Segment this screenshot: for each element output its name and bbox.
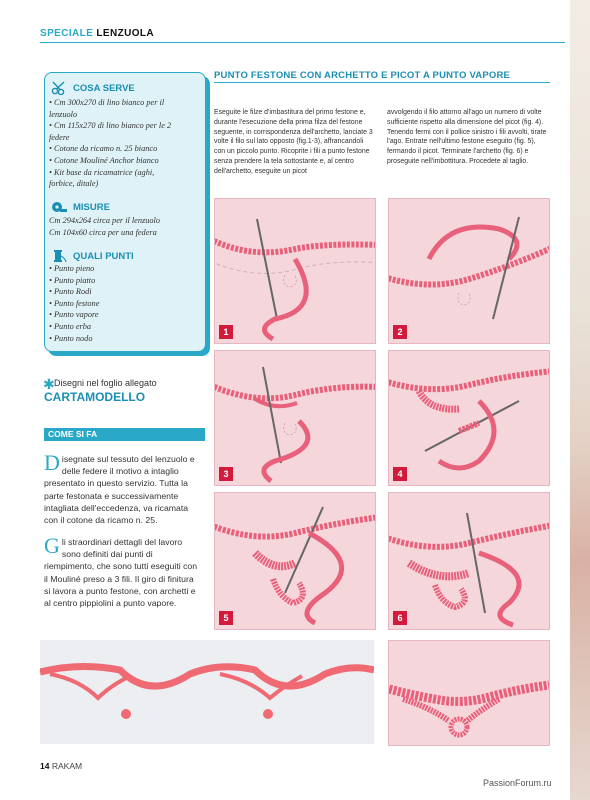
stitch-diagram-2 <box>389 199 549 343</box>
paragraph-text: li straordinari dettagli del lavoro sono definiti dai punti di riempimento, che sono tutti eseguiti con il Mouliné preso a 3 fili. Il giro di finitura si lavora a punto festone, con archetti e al centro pippiolini a punto vapore. <box>44 537 198 609</box>
materials-box <box>44 72 206 352</box>
list-item: forbice, ditale) <box>49 179 99 189</box>
intro-paragraph-2 <box>44 533 200 609</box>
figure-number: 3 <box>219 467 233 481</box>
instructions-left: Eseguite le filze d'imbastitura del primo festone e, durante l'esecuzione della prima filza del festone seguente, in corrispondenza dell'archetto, lanciate 3 volte il filo sul lato opposto (fig.1-3), affrancandoli con un piccolo punto. Ricoprite i fili a punto festone senza prendere la tela sottostante e, al centro dell'archetto, eseguite un picot <box>214 109 373 175</box>
list-item: • Punto pieno <box>49 264 95 273</box>
stitch-diagram-4 <box>389 351 549 485</box>
list-item: • Cotone Mouliné Anchor bianco <box>49 155 159 165</box>
drop-cap: D <box>44 450 60 475</box>
page-footer <box>40 761 82 771</box>
topic-label: LENZUOLA <box>96 28 155 39</box>
misure-title: MISURE <box>73 201 110 213</box>
list-item: Cm 294x264 circa per il lenzuolo <box>49 216 160 225</box>
figure-number: 4 <box>393 467 407 481</box>
list-item: • Punto nodo <box>49 333 93 343</box>
list-item: • Cotone da ricamo n. 25 bianco <box>49 144 158 154</box>
stitch-diagram-5 <box>215 493 375 629</box>
page-number: 14 <box>40 761 50 771</box>
scissors-icon <box>51 81 67 95</box>
header-rule <box>40 42 565 43</box>
stitch-diagram-1 <box>215 199 375 343</box>
list-item: federe <box>49 132 70 142</box>
finished-detail-diagram <box>388 640 550 746</box>
figure-1 <box>214 198 376 344</box>
list-item: • Cm 115x270 di lino bianco per le 2 <box>49 121 172 131</box>
figure-3 <box>214 350 376 486</box>
list-item: • Cm 300x270 di lino bianco per il <box>49 98 165 107</box>
misure-list <box>49 215 201 238</box>
quali-punti-heading <box>51 249 134 263</box>
asterisk-icon: ✱ <box>43 376 55 392</box>
intro-paragraph-1 <box>44 450 200 526</box>
cosa-serve-list <box>49 97 201 190</box>
figure-4 <box>388 350 550 486</box>
magazine-name: RAKAM <box>51 761 83 771</box>
page-header <box>40 28 154 39</box>
quali-punti-title: QUALI PUNTI <box>73 250 134 262</box>
list-item: • Punto Rodi <box>49 287 92 297</box>
list-item: • Kit base da ricamatrice (aghi, <box>49 167 155 177</box>
stitch-diagram-3 <box>215 351 375 485</box>
pattern-title: CARTAMODELLO <box>44 390 146 404</box>
scallop-edge-photo <box>40 640 374 744</box>
section-label: SPECIALE <box>40 28 94 39</box>
instructions-right: avvolgendo il filo attorno all'ago un numero di volte sufficiente rispetto alla dimensione del picot (fig. 4). Tenendo fermi con il pollice sinistro i fili avvolti, tirate l'ago. Entrate nell'ultimo festone eseguito (fig. 5), fermando il picot. Terminate l'archetto (fig. 6) e proseguite nell'imbottitura. Procedete al taglio. <box>387 109 547 165</box>
figure-number: 5 <box>219 611 233 625</box>
come-si-fa-heading: COME SI FA <box>44 428 205 441</box>
cosa-serve-title: COSA SERVE <box>73 82 135 94</box>
paragraph-text: isegnate sul tessuto del lenzuolo e delle federe il motivo a intaglio presentato in questo servizio. Tutta la parte festonata e successivamente intagliata dell'eccedenza, va ricamata con il cotone da ricamo n. 25. <box>44 454 195 526</box>
adjacent-page-edge <box>570 0 590 800</box>
list-item: • Punto festone <box>49 298 100 308</box>
thread-spool-icon <box>51 249 67 263</box>
drop-cap: G <box>44 533 60 558</box>
list-item: lenzuolo <box>49 109 78 119</box>
tape-measure-icon <box>51 201 67 213</box>
figure-2 <box>388 198 550 344</box>
watermark-credit: PassionForum.ru <box>483 778 552 788</box>
stitch-diagram-6 <box>389 493 549 629</box>
figure-number: 1 <box>219 325 233 339</box>
quali-punti-list <box>49 263 201 344</box>
figure-5 <box>214 492 376 630</box>
list-item: • Punto piatto <box>49 275 96 285</box>
list-item: • Punto vapore <box>49 310 99 320</box>
section-title: PUNTO FESTONE CON ARCHETTO E PICOT A PUNTO VAPORE <box>214 70 511 81</box>
pattern-note: Disegni nel foglio allegato <box>54 378 157 388</box>
figure-number: 2 <box>393 325 407 339</box>
figure-6 <box>388 492 550 630</box>
misure-heading <box>51 201 110 213</box>
list-item: Cm 104x60 circa per una federa <box>49 227 157 237</box>
figure-number: 6 <box>393 611 407 625</box>
cosa-serve-heading <box>51 81 135 95</box>
section-rule <box>214 82 550 83</box>
list-item: • Punto erba <box>49 321 92 331</box>
detail-diagram <box>389 641 549 745</box>
finished-edge-photo <box>40 640 374 744</box>
